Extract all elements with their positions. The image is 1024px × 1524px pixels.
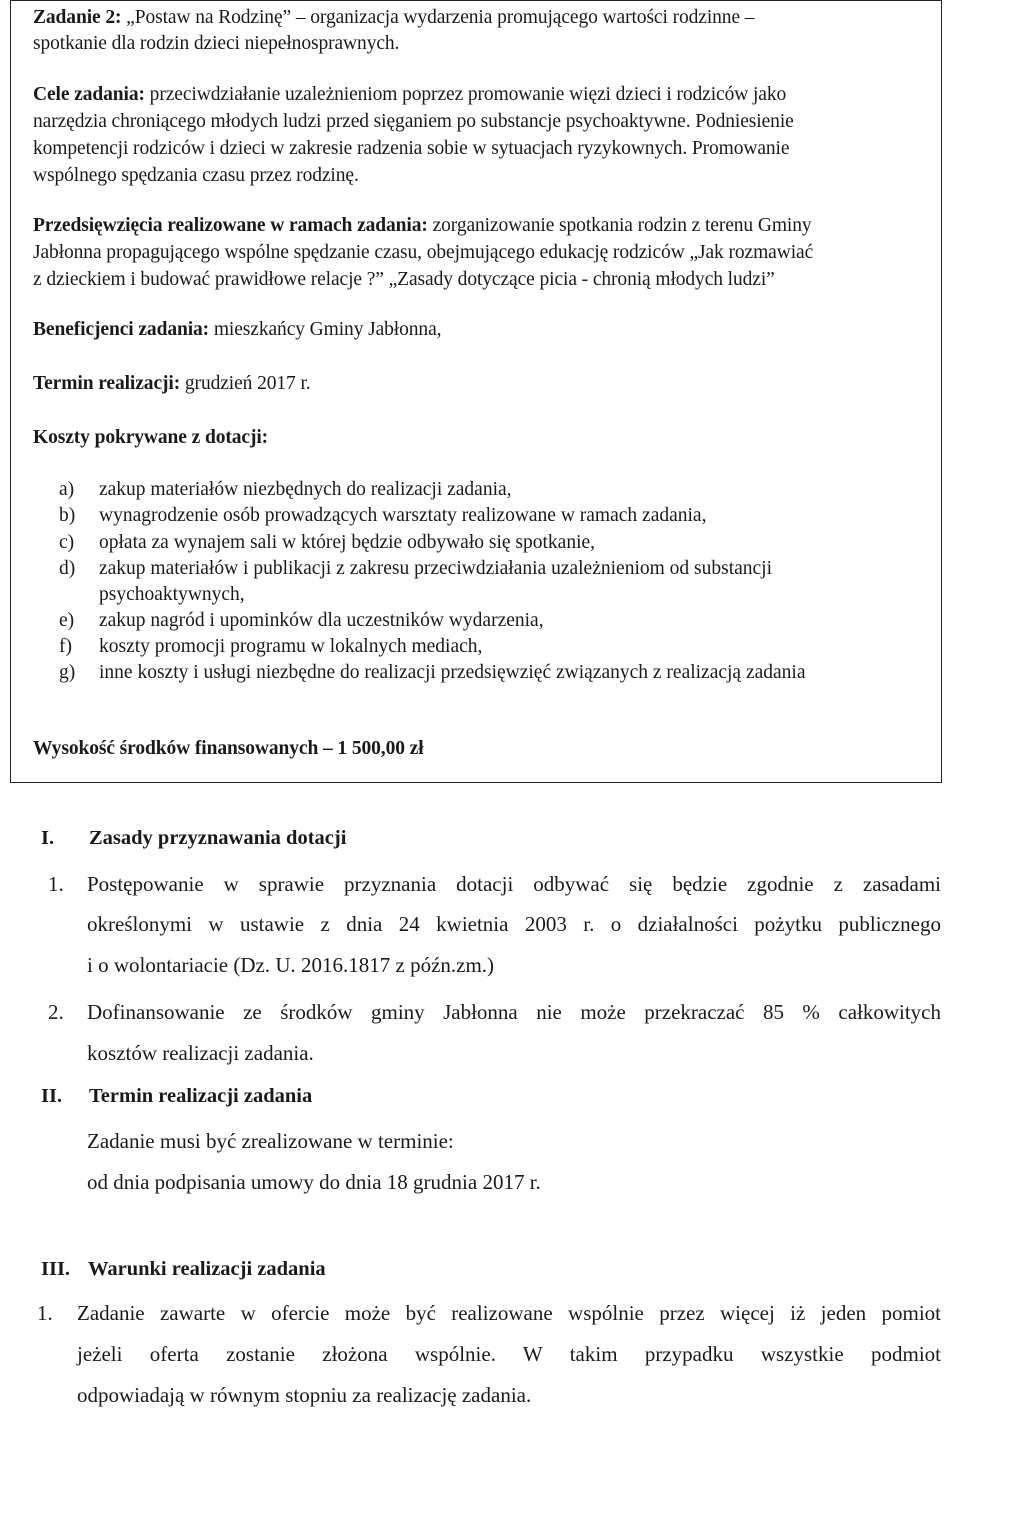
activities-label: Przedsięwzięcia realizowane w ramach zadania:	[33, 215, 428, 236]
list-marker: f)	[59, 636, 72, 657]
s1-p1-line3: i o wolontariacie (Dz. U. 2016.1817 z późn.zm.)	[87, 953, 495, 977]
list-item	[59, 582, 245, 608]
section-title-text: Warunki realizacji zadania	[88, 1258, 326, 1280]
paragraph-text: Zadanie zawarte w ofercie może być realizowane wspólnie przez więcej iż jeden pomiot	[77, 1301, 941, 1325]
list-marker: g)	[59, 662, 76, 683]
paragraph-number: 1.	[37, 1301, 53, 1325]
s3-p1-line1	[37, 1301, 941, 1326]
beneficiaries-value: mieszkańcy Gminy Jabłonna,	[209, 319, 442, 340]
goals-text: przeciwdziałanie uzależnieniom poprzez promowanie więzi dzieci i rodziców jako	[144, 84, 787, 105]
paragraph-text: Postępowanie w sprawie przyznania dotacji odbywać się będzie zgodnie z zasadami	[87, 872, 941, 896]
task-description-box	[10, 0, 942, 783]
list-marker: e)	[59, 610, 75, 631]
task-heading-text: „Postaw na Rodzinę” – organizacja wydarzenia promującego wartości rodzinne –	[121, 7, 755, 28]
goals-label: Cele zadania:	[33, 84, 145, 105]
list-item	[59, 503, 706, 529]
goals-line1	[33, 82, 786, 108]
list-text: zakup materiałów niezbędnych do realizacji zadania,	[99, 479, 512, 500]
section-title-text: Termin realizacji zadania	[89, 1085, 313, 1107]
list-text: koszty promocji programu w lokalnych mediach,	[99, 636, 483, 657]
costs-label: Koszty pokrywane z dotacji:	[33, 427, 269, 448]
s3-p1-line2: jeżeli oferta zostanie złożona wspólnie. W takim przypadku wszystkie podmiot	[77, 1342, 941, 1366]
activities-line3: z dzieckiem i budować prawidłowe relacje ?” „Zasady dotyczące picia - chronią młodych ludzi”	[33, 269, 775, 290]
paragraph-number: 1.	[48, 872, 64, 896]
list-text: inne koszty i usługi niezbędne do realizacji przedsięwzięć związanych z realizacją zadania	[99, 662, 806, 683]
activities-text: zorganizowanie spotkania rodzin z terenu Gminy	[427, 215, 812, 236]
beneficiaries-label: Beneficjenci zadania:	[33, 319, 210, 340]
activities-line1	[33, 213, 812, 239]
beneficiaries	[33, 317, 441, 343]
list-item	[59, 477, 512, 503]
list-item	[59, 608, 544, 634]
term-value: grudzień 2017 r.	[180, 373, 311, 394]
s1-p1-line1	[48, 872, 941, 897]
paragraph-text: Dofinansowanie ze środków gminy Jabłonna nie może przekraczać 85 % całkowitych	[87, 1000, 941, 1024]
section-3-title	[41, 1258, 326, 1281]
section-number: I.	[41, 827, 55, 849]
section-number: III.	[41, 1258, 71, 1280]
section-2-title	[41, 1085, 312, 1108]
goals-line3: kompetencji rodziców i dzieci w zakresie radzenia sobie w sytuacjach ryzykownych. Promowanie	[33, 138, 790, 159]
s2-line2: od dnia podpisania umowy do dnia 18 grudnia 2017 r.	[87, 1170, 541, 1194]
goals-line4: wspólnego spędzania czasu przez rodzinę.	[33, 165, 359, 186]
list-marker: c)	[59, 532, 75, 553]
task-heading	[33, 5, 754, 31]
list-marker: a)	[59, 479, 75, 500]
task-heading-label: Zadanie 2:	[33, 7, 122, 28]
list-text: opłata za wynajem sali w której będzie odbywało się spotkanie,	[99, 532, 596, 553]
s1-p1-line2: określonymi w ustawie z dnia 24 kwietnia 2003 r. o działalności pożytku publicznego	[87, 912, 941, 936]
task-heading-line2: spotkanie dla rodzin dzieci niepełnosprawnych.	[33, 33, 400, 54]
list-item	[59, 660, 806, 686]
section-number: II.	[41, 1085, 63, 1107]
list-item	[59, 634, 482, 660]
list-item	[59, 556, 772, 582]
list-text: zakup nagród i upominków dla uczestników wydarzenia,	[99, 610, 544, 631]
list-text: wynagrodzenie osób prowadzących warsztaty realizowane w ramach zadania,	[99, 505, 707, 526]
s1-p2-line2: kosztów realizacji zadania.	[87, 1041, 314, 1065]
term	[33, 371, 311, 397]
paragraph-number: 2.	[48, 1000, 64, 1024]
list-marker: b)	[59, 505, 76, 526]
s1-p2-line1	[48, 1000, 941, 1025]
list-marker: d)	[59, 558, 76, 579]
term-label: Termin realizacji:	[33, 373, 181, 394]
list-text: zakup materiałów i publikacji z zakresu przeciwdziałania uzależnieniom od substancji	[99, 558, 773, 579]
funding-amount: Wysokość środków finansowanych – 1 500,00 zł	[33, 738, 424, 759]
section-title-text: Zasady przyznawania dotacji	[89, 827, 347, 849]
list-text: psychoaktywnych,	[99, 584, 245, 605]
section-1-title	[41, 827, 346, 850]
s2-line1: Zadanie musi być zrealizowane w terminie:	[87, 1129, 454, 1153]
activities-line2: Jabłonna propagującego wspólne spędzanie czasu, obejmującego edukację rodziców „Jak rozmawiać	[33, 242, 814, 263]
s3-p1-line3: odpowiadają w równym stopniu za realizację zadania.	[77, 1383, 532, 1407]
goals-line2: narzędzia chroniącego młodych ludzi przed sięganiem po substancje psychoaktywne. Podniesienie	[33, 111, 794, 132]
list-item	[59, 530, 595, 556]
